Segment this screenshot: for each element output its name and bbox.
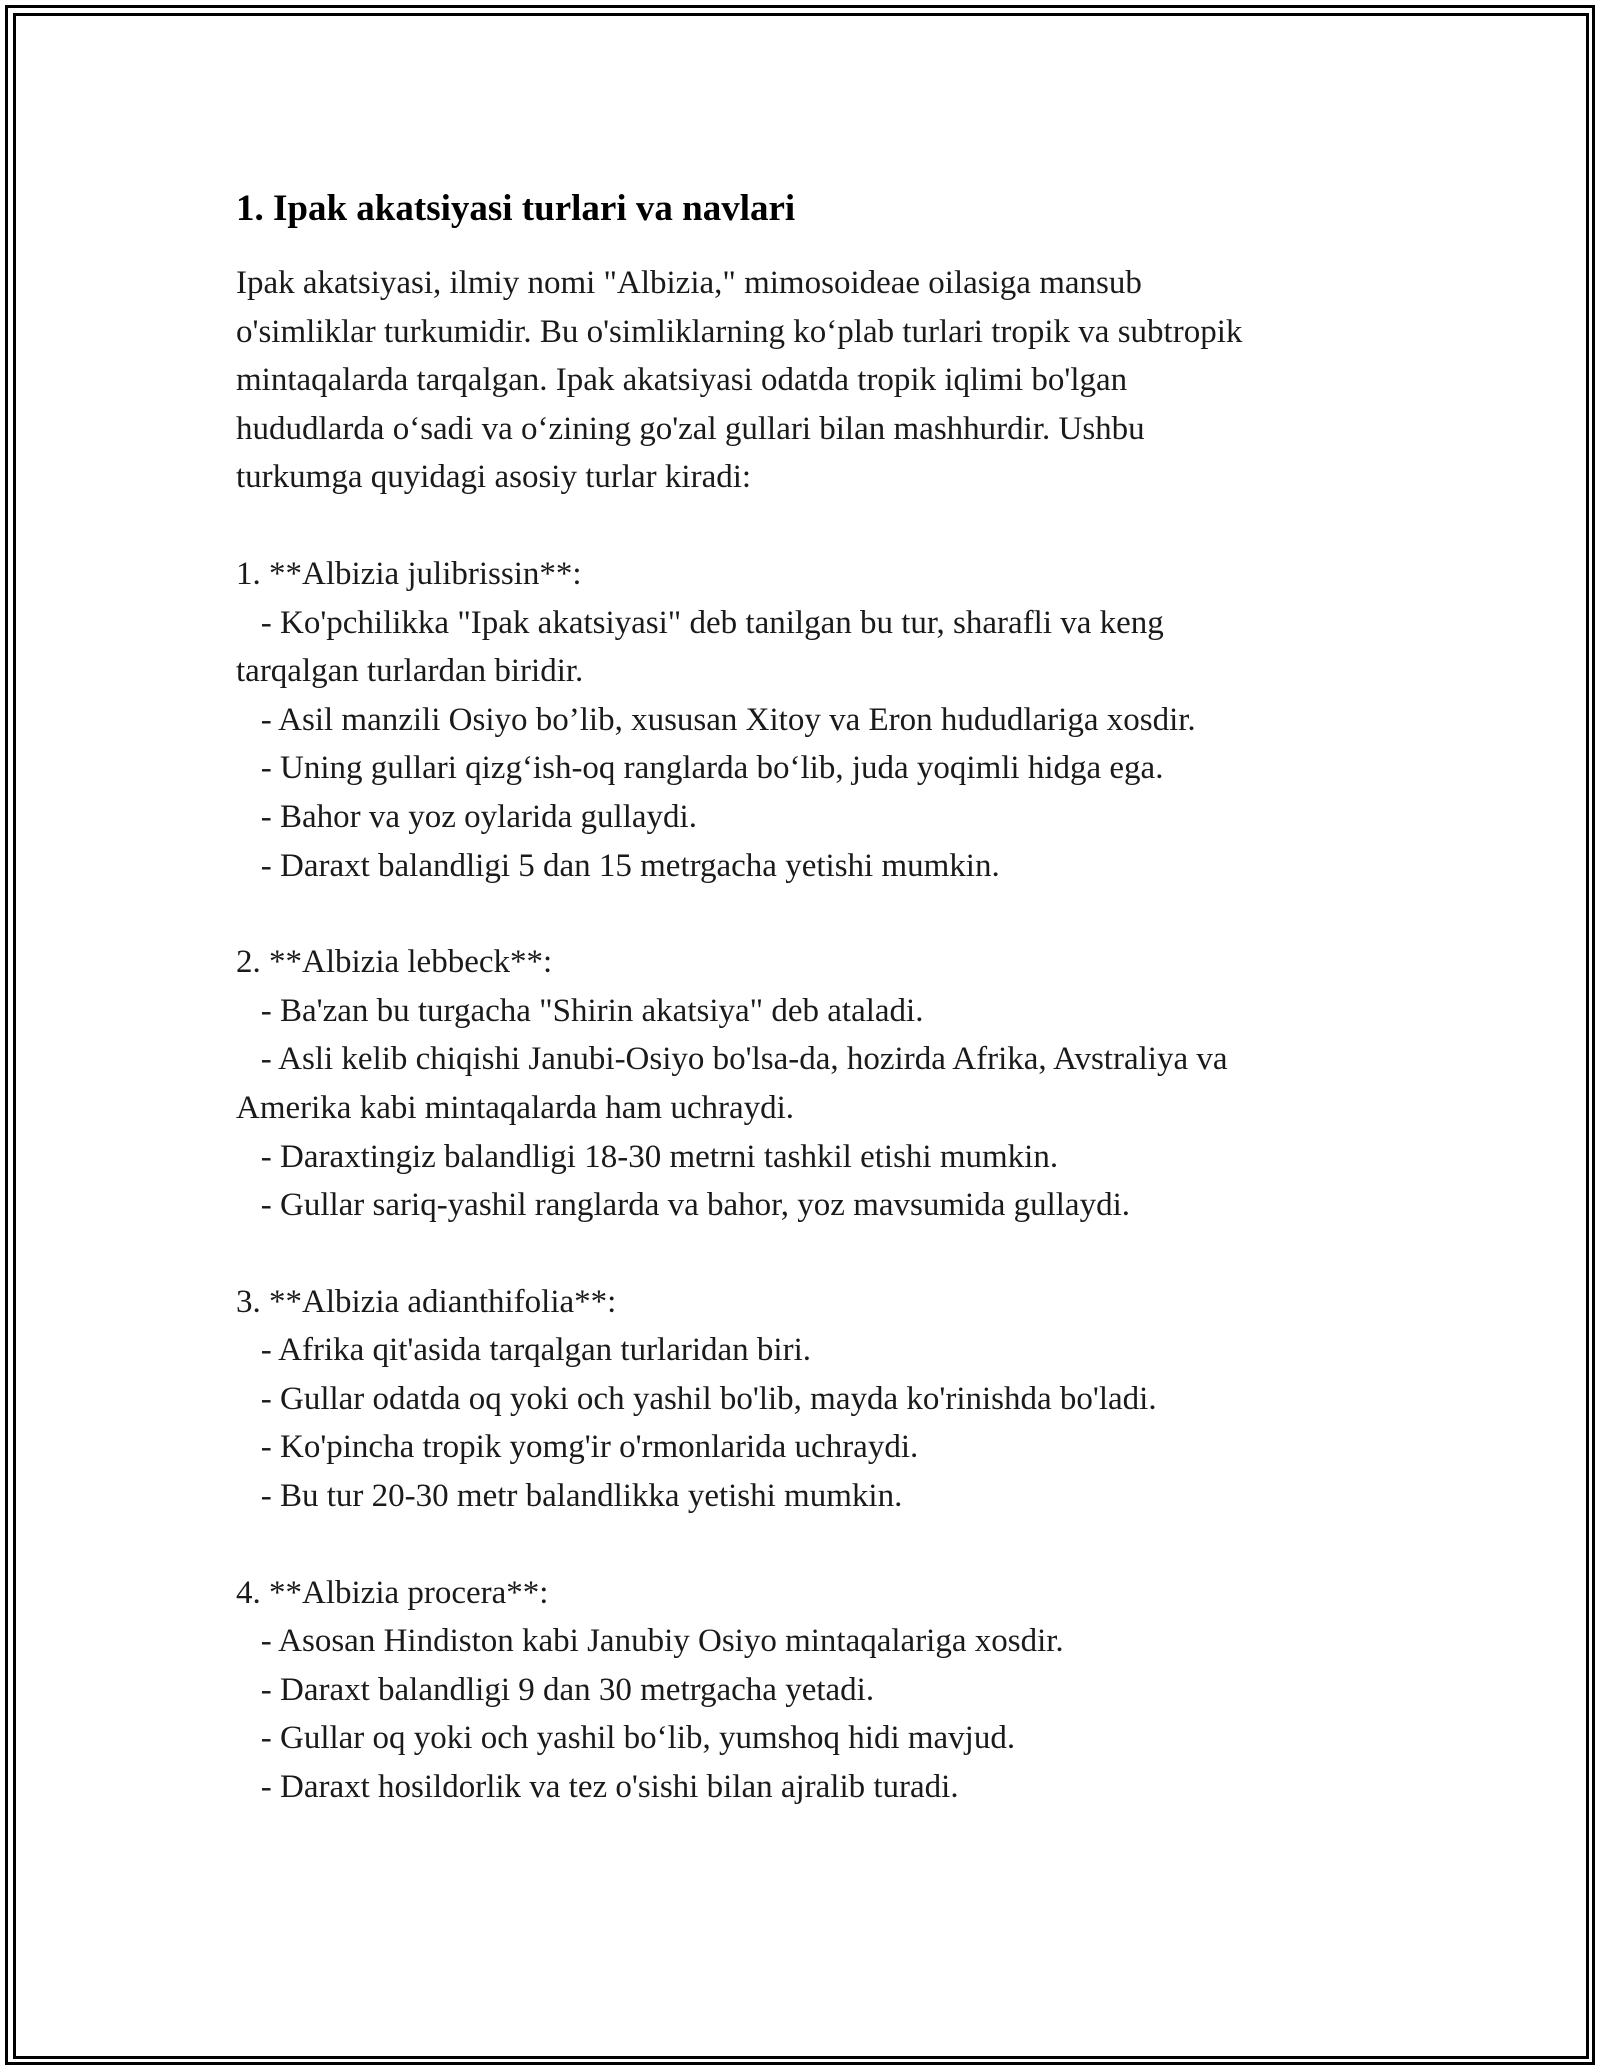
bullet-item: - Gullar odatda oq yoki och yashil bo'lib, mayda ko'rinishda bo'ladi.	[236, 1380, 1157, 1417]
document-heading: 1. Ipak akatsiyasi turlari va navlari	[236, 188, 796, 229]
bullet-item: - Asli kelib chiqishi Janubi-Osiyo bo'lsa-da, hozirda Afrika, Avstraliya va Amerika kabi mintaqalarda ham uchraydi.	[236, 1041, 1228, 1126]
bullet-item: - Asil manzili Osiyo bo’lib, xususan Xitoy va Eron hududlariga xosdir.	[236, 701, 1196, 738]
document-body	[236, 185, 1396, 1812]
bullet-item: - Ba'zan bu turgacha "Shirin akatsiya" deb ataladi.	[236, 992, 924, 1029]
section-title: 4. **Albizia procera**:	[236, 1574, 549, 1611]
intro-paragraph: Ipak akatsiyasi, ilmiy nomi "Albizia," mimosoideae oilasiga mansub o'simliklar turkumidir. Bu o'simliklarning ko‘plab turlari tropik va subtropik mintaqalarda tarqalgan. Ipak akatsiyasi odatda tropik iqlimi bo'lgan hududlarda o‘sadi va o‘zining go'zal gullari bilan mashhurdir. Ushbu turkumga quyidagi asosiy turlar kiradi:	[236, 265, 1243, 496]
bullet-item: - Daraxt balandligi 5 dan 15 metrgacha yetishi mumkin.	[236, 847, 1000, 884]
section-title: 1. **Albizia julibrissin**:	[236, 555, 582, 592]
bullet-item: - Daraxt balandligi 9 dan 30 metrgacha yetadi.	[236, 1671, 875, 1708]
section-title: 2. **Albizia lebbeck**:	[236, 944, 553, 981]
species-section-lebbeck	[236, 938, 1396, 1230]
bullet-item: - Afrika qit'asida tarqalgan turlaridan biri.	[236, 1332, 812, 1369]
bullet-item: - Gullar oq yoki och yashil bo‘lib, yumshoq hidi mavjud.	[236, 1720, 1016, 1757]
bullet-item: - Asosan Hindiston kabi Janubiy Osiyo mintaqalariga xosdir.	[236, 1623, 1064, 1660]
section-title: 3. **Albizia adianthifolia**:	[236, 1283, 617, 1320]
bullet-item: - Uning gullari qizg‘ish-oq ranglarda bo‘lib, juda yoqimli hidga ega.	[236, 750, 1164, 787]
bullet-item: - Gullar sariq-yashil ranglarda va bahor, yoz mavsumida gullaydi.	[236, 1187, 1130, 1224]
bullet-item: - Ko'pincha tropik yomg'ir o'rmonlarida uchraydi.	[236, 1429, 919, 1466]
species-section-adianthifolia	[236, 1278, 1396, 1521]
bullet-item: - Daraxtingiz balandligi 18-30 metrni tashkil etishi mumkin.	[236, 1138, 1059, 1175]
bullet-item: - Bu tur 20-30 metr balandlikka yetishi mumkin.	[236, 1478, 903, 1515]
species-section-julibrissin	[236, 550, 1396, 890]
bullet-item: - Bahor va yoz oylarida gullaydi.	[236, 798, 697, 835]
bullet-item: - Ko'pchilikka "Ipak akatsiyasi" deb tanilgan bu tur, sharafli va keng tarqalgan turlardan biridir.	[236, 604, 1164, 690]
bullet-item: - Daraxt hosildorlik va tez o'sishi bilan ajralib turadi.	[236, 1769, 959, 1806]
species-section-procera	[236, 1569, 1396, 1812]
